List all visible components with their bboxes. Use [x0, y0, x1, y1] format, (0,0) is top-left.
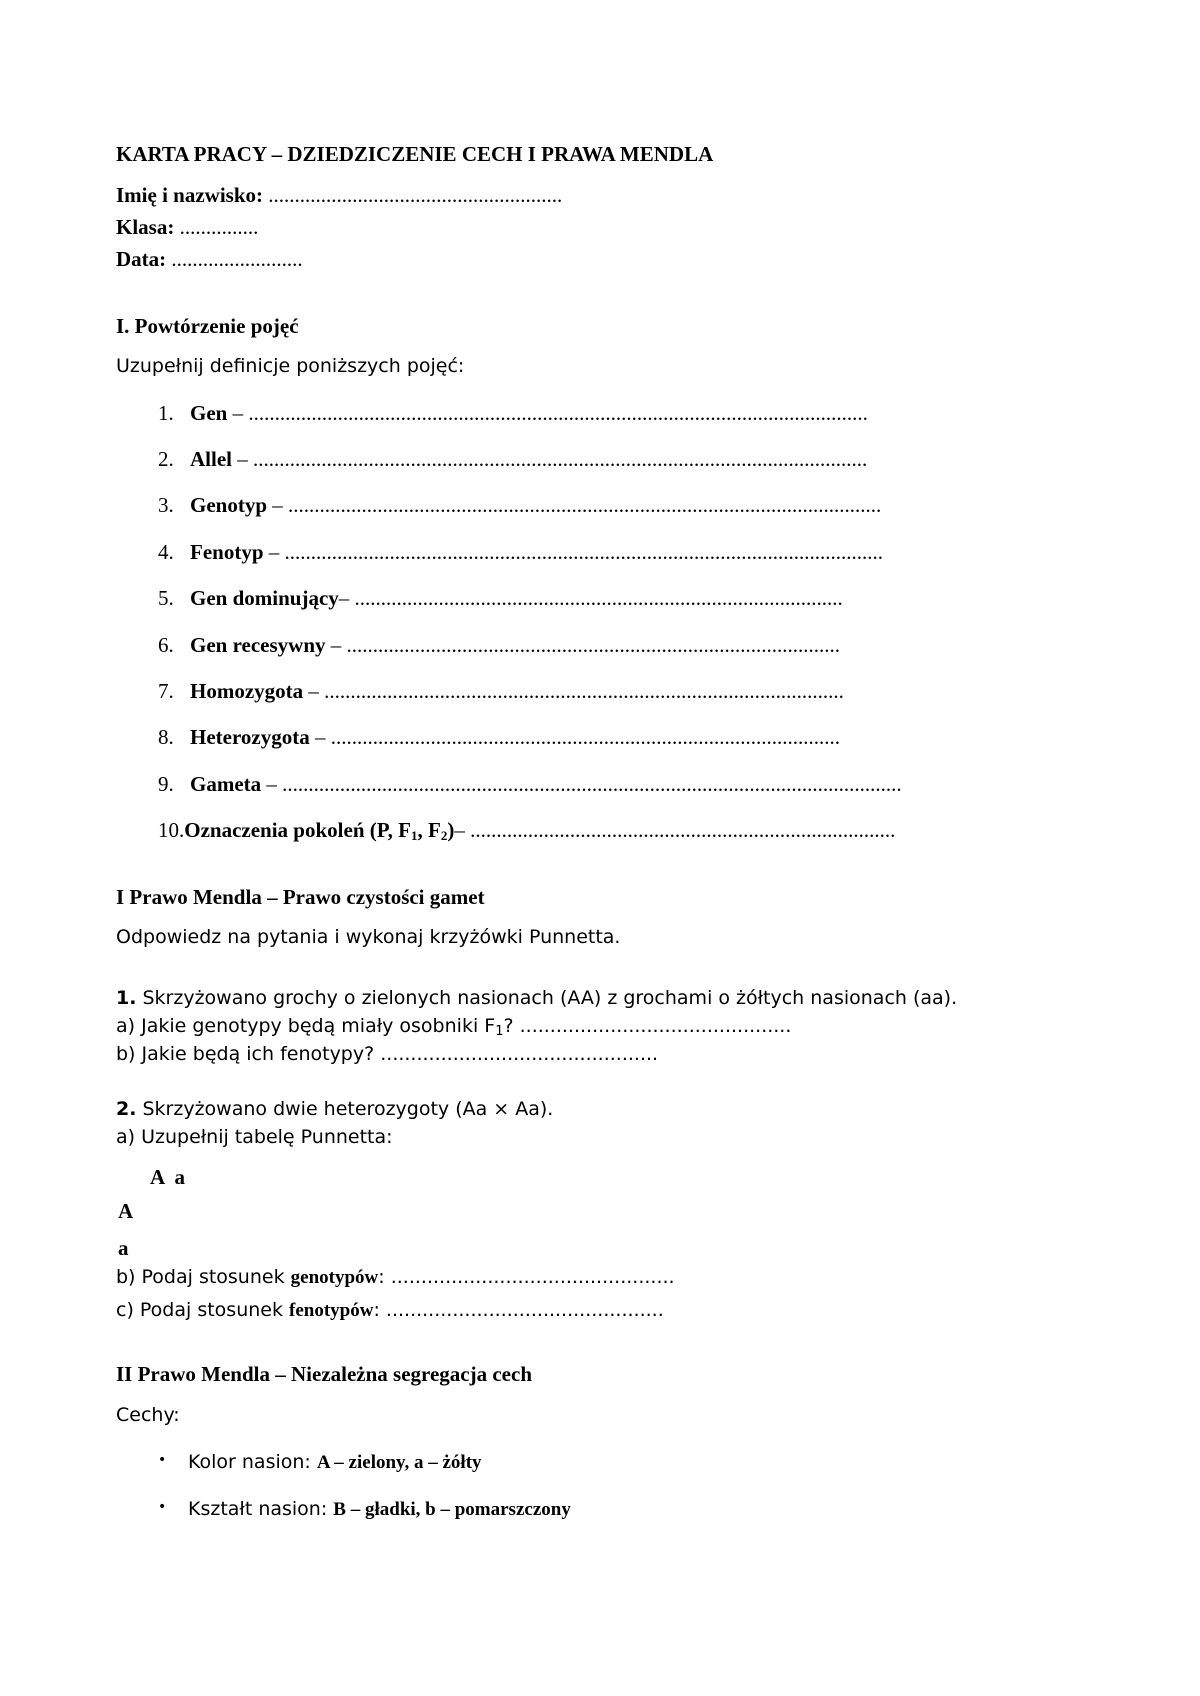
question-number: 2. — [116, 1098, 137, 1120]
bullet-bold: A – zielony, a – żółty — [316, 1452, 482, 1473]
class-field — [116, 214, 258, 240]
item-number: 5. — [158, 586, 174, 610]
definition-item — [158, 446, 867, 472]
q2c-prefix: c) Podaj stosunek — [116, 1299, 290, 1321]
punnett-row-header: A — [118, 1199, 134, 1223]
bullet-label: Kształt nasion: — [188, 1498, 334, 1520]
question-1a — [116, 1013, 791, 1039]
question-2c — [116, 1297, 664, 1324]
term: Heterozygota — [190, 725, 310, 749]
bullet-label: Kolor nasion: — [188, 1451, 317, 1473]
answer-dots: ................................................................................. — [470, 818, 896, 842]
date-label: Data: — [116, 247, 167, 271]
q2b-prefix: b) Podaj stosunek — [116, 1266, 291, 1288]
separator: – — [454, 818, 471, 842]
question-1 — [116, 985, 957, 1011]
term: Gen — [190, 401, 228, 425]
separator: – — [303, 679, 325, 703]
subscript: 1 — [495, 1024, 504, 1039]
separator: – — [325, 633, 347, 657]
q2c-bold: fenotypów — [289, 1300, 374, 1321]
bullet-item — [188, 1496, 571, 1523]
definition-item — [158, 678, 844, 704]
definition-item — [158, 724, 840, 750]
name-dots: ........................................................ — [268, 183, 563, 207]
term: Gen recesywny — [190, 633, 326, 657]
question-1b: b) Jakie będą ich fenotypy? .............................................. — [116, 1043, 659, 1065]
term-mid: , F — [417, 818, 441, 842]
q2b-suffix: : ............................................... — [378, 1266, 675, 1288]
document-title: KARTA PRACY – DZIEDZICZENIE CECH I PRAWA MENDLA — [116, 142, 714, 166]
class-dots: ............... — [179, 215, 259, 239]
definition-item — [158, 632, 840, 658]
definition-item — [158, 492, 881, 518]
item-number: 10. — [158, 818, 185, 842]
item-number: 7. — [158, 679, 174, 703]
section3-intro: Cechy: — [116, 1404, 180, 1426]
answer-dots: ................................................................................................. — [330, 725, 840, 749]
bullet-icon: • — [158, 1452, 167, 1468]
q2b-bold: genotypów — [290, 1267, 379, 1288]
section2-instruction: Odpowiedz na pytania i wykonaj krzyżówki Punnetta. — [116, 926, 621, 948]
term: Fenotyp — [190, 540, 264, 564]
separator: – — [227, 401, 249, 425]
term — [184, 818, 454, 842]
separator: – — [232, 447, 253, 471]
separator: – — [267, 493, 289, 517]
question-text: Skrzyżowano dwie heterozygoty (Aa × Aa). — [136, 1098, 554, 1120]
q1a-prefix: a) Jakie genotypy będą miały osobniki F — [116, 1015, 496, 1037]
item-number: 6. — [158, 633, 174, 657]
term: Gameta — [190, 772, 262, 796]
term-prefix: Oznaczenia pokoleń (P, F — [184, 818, 411, 842]
bullet-item — [188, 1449, 482, 1476]
punnett-column-headers: A a — [150, 1165, 186, 1189]
subscript: 2 — [440, 828, 448, 843]
definition-item — [158, 817, 895, 843]
term: Gen dominujący — [190, 586, 339, 610]
question-2b — [116, 1264, 675, 1291]
punnett-row-header: a — [118, 1236, 129, 1260]
question-number: 1. — [116, 987, 137, 1009]
separator: – — [261, 772, 283, 796]
answer-dots: ...................................................................................................................... — [282, 772, 902, 796]
bullet-bold: B – gładki, b – pomarszczony — [333, 1499, 571, 1520]
section2-heading: I Prawo Mendla – Prawo czystości gamet — [116, 885, 485, 909]
name-field — [116, 182, 562, 208]
question-2 — [116, 1096, 553, 1122]
item-number: 4. — [158, 540, 174, 564]
item-number: 1. — [158, 401, 174, 425]
q1a-suffix: ? ............................................. — [503, 1015, 792, 1037]
term: Allel — [190, 447, 232, 471]
bullet-icon: • — [158, 1499, 167, 1515]
class-label: Klasa: — [116, 215, 175, 239]
definition-item — [158, 585, 843, 611]
answer-dots: ...................................................................................................................... — [248, 401, 868, 425]
name-label: Imię i nazwisko: — [116, 183, 263, 207]
date-dots: ......................... — [171, 247, 303, 271]
definition-item — [158, 400, 868, 426]
item-number: 9. — [158, 772, 174, 796]
item-number: 2. — [158, 447, 174, 471]
section1-instruction: Uzupełnij definicje poniższych pojęć: — [116, 355, 465, 377]
item-number: 8. — [158, 725, 174, 749]
subscript: 1 — [410, 828, 418, 843]
separator: – — [338, 586, 355, 610]
section1-heading: I. Powtórzenie pojęć — [116, 314, 299, 338]
definition-item — [158, 771, 902, 797]
definition-item — [158, 539, 883, 565]
term: Genotyp — [190, 493, 268, 517]
answer-dots: ................................................................................................................. — [288, 493, 882, 517]
item-number: 3. — [158, 493, 174, 517]
q2c-suffix: : .............................................. — [373, 1299, 664, 1321]
answer-dots: ................................................................................................... — [324, 679, 844, 703]
answer-dots: ............................................................................................. — [354, 586, 843, 610]
separator: – — [263, 540, 285, 564]
term-suffix: ) — [447, 818, 455, 842]
answer-dots: .............................................................................................. — [346, 633, 841, 657]
answer-dots: ..................................................................................................................... — [253, 447, 868, 471]
separator: – — [309, 725, 331, 749]
question-text: Skrzyżowano grochy o zielonych nasionach (AA) z grochami o żółtych nasionach (aa). — [136, 987, 958, 1009]
answer-dots: .................................................................................................................. — [284, 540, 883, 564]
term: Homozygota — [190, 679, 304, 703]
question-2a: a) Uzupełnij tabelę Punnetta: — [116, 1126, 393, 1148]
section3-heading: II Prawo Mendla – Niezależna segregacja cech — [116, 1362, 533, 1386]
date-field — [116, 246, 303, 272]
